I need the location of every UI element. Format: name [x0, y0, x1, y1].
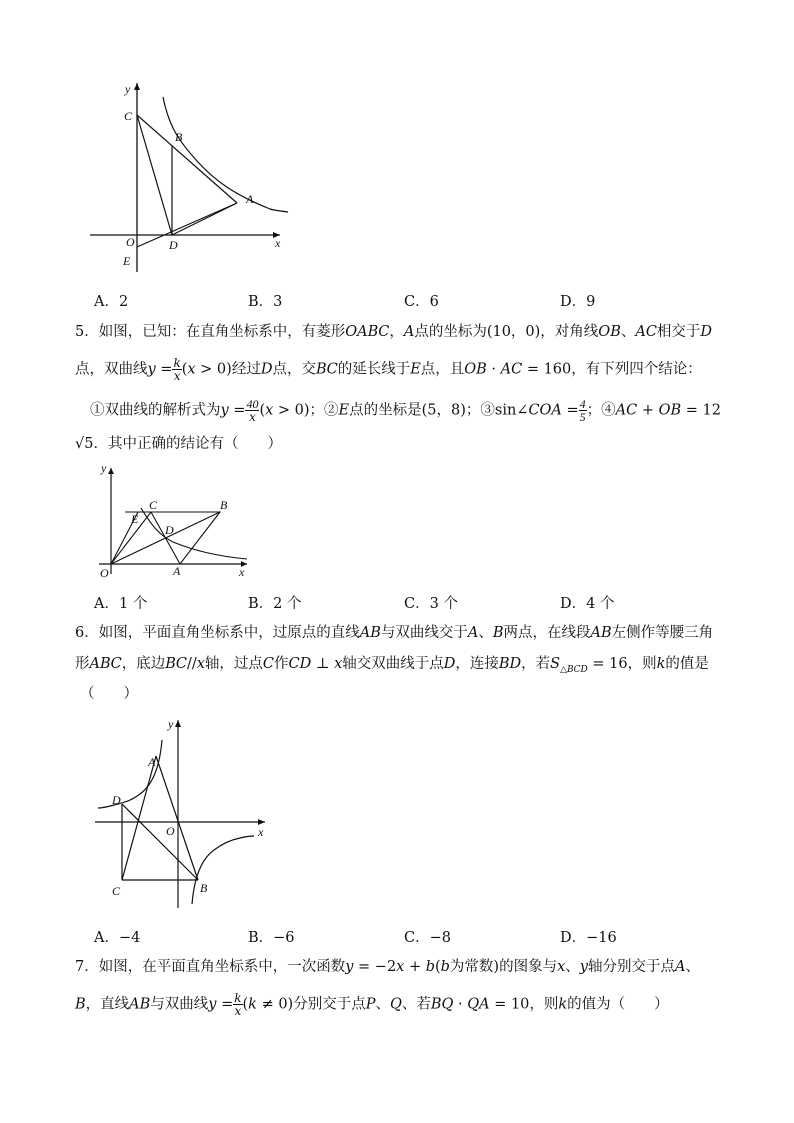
fraction-k-over-x-q7: $\frac{\text{𝑘}}{\text{𝑥}}$: [234, 991, 242, 1018]
fig3-label-C: C: [112, 884, 121, 898]
fig2-label-O: O: [100, 566, 109, 580]
fig3-label-y: y: [168, 717, 174, 731]
q5-choice-a[interactable]: A．1 个: [94, 596, 148, 612]
fig3-label-O: O: [166, 824, 175, 838]
fig3-label-x: x: [258, 825, 264, 839]
q5-choice-d[interactable]: D．4 个: [560, 596, 615, 612]
fig2-label-A: A: [173, 564, 181, 578]
fig1-label-B: B: [175, 130, 183, 144]
fig1-label-C: C: [124, 109, 133, 123]
q6-line-3: （ ）: [80, 686, 138, 702]
q5-choice-c[interactable]: C．3 个: [404, 596, 458, 612]
q4-choice-d[interactable]: D．9: [560, 294, 596, 310]
q5-number: 5．: [75, 324, 99, 340]
figure-q4-graph: [85, 75, 295, 280]
q6-number: 6．: [75, 625, 99, 641]
fig2-label-C: C: [149, 498, 158, 512]
q6-choice-b[interactable]: B．−6: [248, 930, 295, 946]
fraction-k-over-x: $\frac{\text{𝑘}}{\text{𝑥}}$: [173, 356, 181, 383]
q6-choice-a[interactable]: A．−4: [94, 930, 141, 946]
fig1-label-A: A: [246, 192, 254, 206]
q7-number: 7．: [75, 959, 99, 975]
fig3-label-A: A: [148, 755, 156, 769]
fig2-label-D: D: [165, 523, 174, 537]
fig1-label-E: E: [123, 254, 131, 268]
q6-line-2: 形𝐴𝐵𝐶，底边𝐵𝐶//𝑥轴，过点𝐶作𝐶𝐷 ⊥ 𝑥轴交双曲线于点𝐷，连接𝐵𝐷，若𝑆$_{\triangle 𝐵𝐶𝐷}$ = 16，则𝑘的值是: [75, 656, 709, 674]
figure-q6-graph: [90, 712, 280, 912]
q6-choice-d[interactable]: D．−16: [560, 930, 617, 946]
fig3-label-B: B: [200, 881, 208, 895]
q5-line-4: √5．其中正确的结论有（ ）: [75, 436, 282, 452]
fig1-label-y: y: [125, 82, 131, 96]
q6-choice-c[interactable]: C．−8: [404, 930, 451, 946]
q5-line-1: 5．如图，已知：在直角坐标系中，有菱形𝑂𝐴𝐵𝐶，𝐴点的坐标为(10，0)，对角线𝑂𝐵、𝐴𝐶相交于𝐷: [75, 324, 713, 340]
fig2-label-B: B: [220, 498, 228, 512]
q4-choice-c[interactable]: C．6: [404, 294, 439, 310]
fig1-label-O: O: [126, 235, 135, 249]
fig2-label-x: x: [239, 565, 245, 579]
q4-choice-a[interactable]: A．2: [94, 294, 129, 310]
q5-choice-b[interactable]: B．2 个: [248, 596, 302, 612]
fig1-label-D: D: [169, 238, 178, 252]
q5-line-2: 点，双曲线𝑦 = $\frac{\text{𝑘}}{\text{𝑥}}$ (𝑥 > 0)经过𝐷点，交𝐵𝐶的延长线于𝐸点，且𝑂𝐵 · 𝐴𝐶 = 160，有下列四个结论：: [75, 356, 702, 383]
q7-line-1: 7．如图，在平面直角坐标系中，一次函数𝑦 = −2𝑥 + 𝑏(𝑏为常数)的图象与𝑥、𝑦轴分别交于点𝐴、: [75, 959, 700, 975]
fig3-label-D: D: [112, 793, 121, 807]
q4-choice-b[interactable]: B．3: [248, 294, 283, 310]
fraction-40-over-x: $\frac{40}{\text{𝑥}}$: [246, 397, 259, 424]
fig2-label-y: y: [101, 461, 107, 475]
fig2-label-E: E: [131, 512, 139, 526]
area-symbol: 𝑆$_{\triangle 𝐵𝐶𝐷}$: [550, 656, 588, 674]
q7-line-2: 𝐵，直线𝐴𝐵与双曲线𝑦 = $\frac{\text{𝑘}}{\text{𝑥}}$ (𝑘 ≠ 0)分别交于点𝑃、𝑄、若𝐵𝑄 · 𝑄𝐴 = 10，则𝑘的值为（ ）: [75, 991, 669, 1018]
q5-line-3: ①双曲线的解析式为𝑦 = $\frac{40}{\text{𝑥}}$ (𝑥 > 0)；②𝐸点的坐标是(5，8)；③sin∠𝐶𝑂𝐴 = $\frac{4}{5}$ ；④𝐴𝐶 + 𝑂𝐵 = 12: [90, 397, 721, 424]
fraction-4-over-5: $\frac{4}{5}$: [579, 397, 586, 424]
q6-line-1: 6．如图，平面直角坐标系中，过原点的直线𝐴𝐵与双曲线交于𝐴、𝐵两点，在线段𝐴𝐵左侧作等腰三角: [75, 625, 714, 641]
fig1-label-x: x: [275, 236, 281, 250]
figure-q5-graph: [95, 460, 255, 580]
